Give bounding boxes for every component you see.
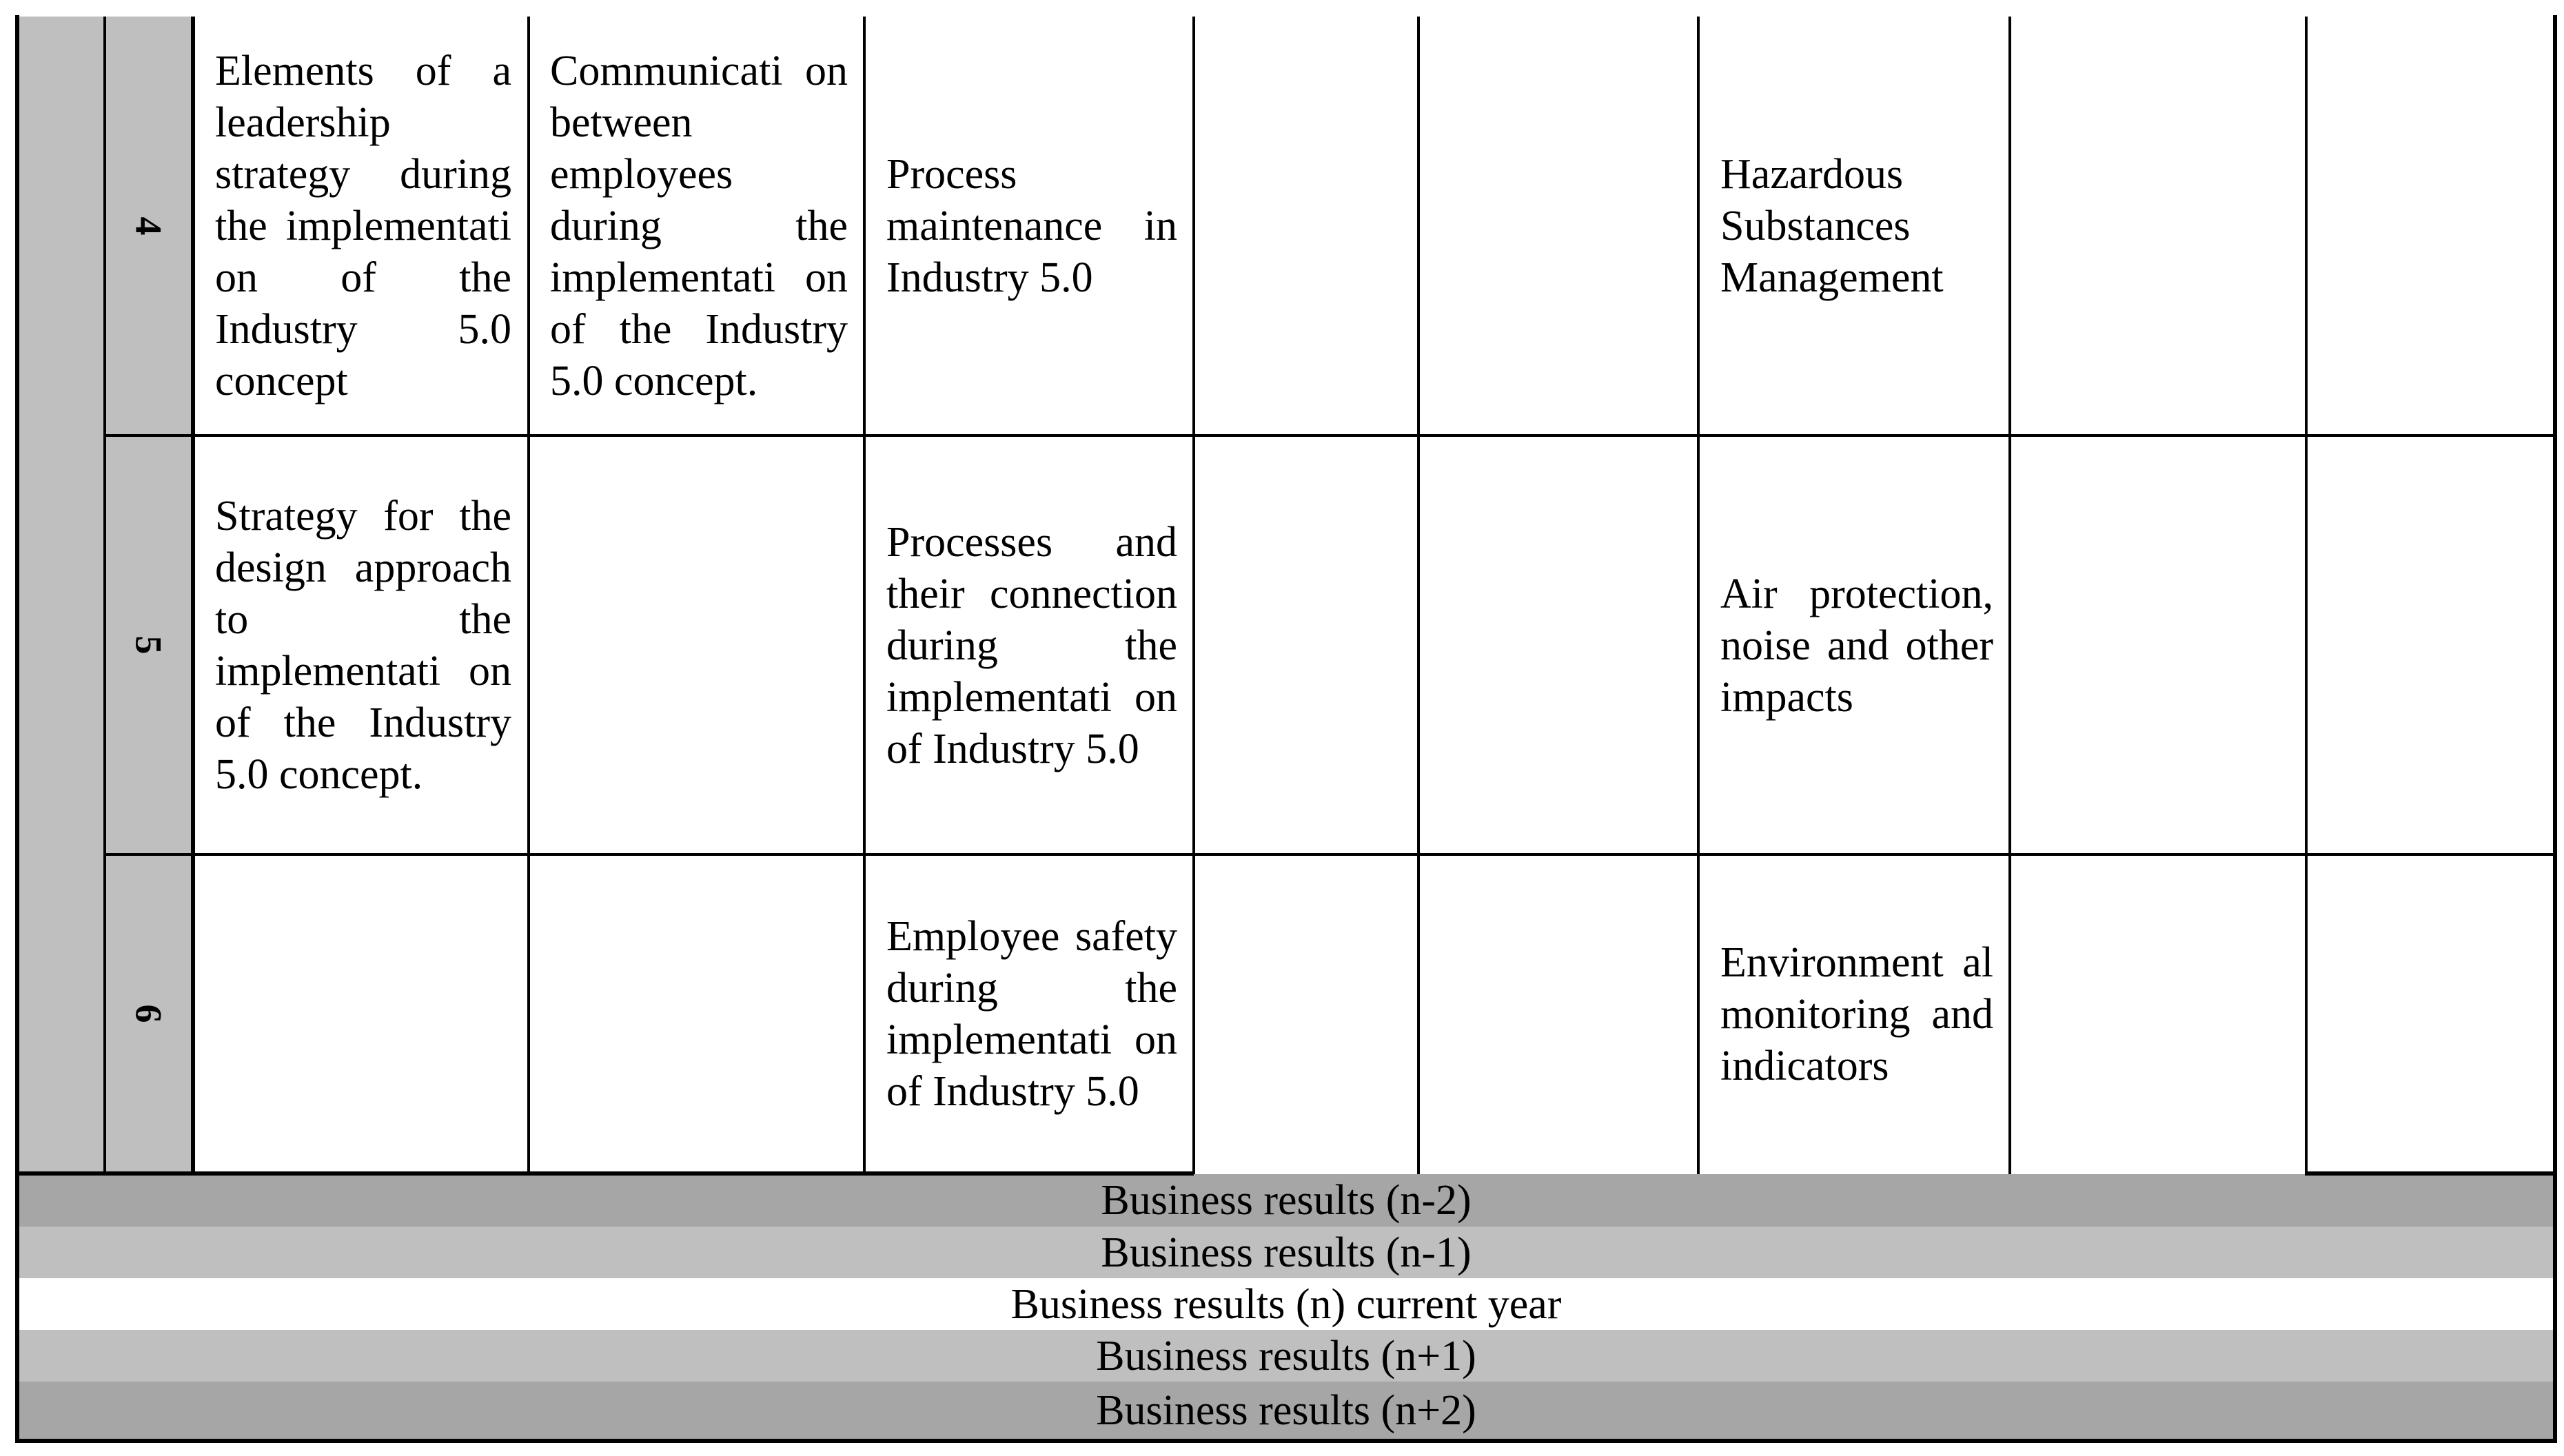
table-border — [1417, 17, 1420, 1174]
table-cell: Processes and their connection during the implementati on of Industry 5.0 — [886, 518, 1177, 772]
table-cell: Process maintenance in Industry 5.0 — [886, 150, 1177, 301]
table-border — [15, 15, 19, 1442]
table-cell: Air protection, noise and other impacts — [1720, 570, 1993, 721]
row-number-cell — [105, 17, 192, 435]
table-cell — [529, 437, 864, 854]
table-cell: Employee safety during the implementati on of Industry 5.0 — [886, 913, 1177, 1115]
table-border — [863, 17, 866, 1174]
business-results-band: Business results (n) current year — [17, 1278, 2556, 1330]
business-results-band: Business results (n+2) — [17, 1382, 2556, 1439]
row-number: 4 — [128, 216, 170, 236]
table-border — [2008, 17, 2011, 1174]
table-border — [103, 17, 106, 1174]
table-cell — [194, 856, 528, 1173]
table-border — [2553, 15, 2557, 1442]
table-border — [1697, 17, 1700, 1174]
table-cell: Hazardous Substances Management — [1720, 150, 1944, 301]
row-number-cell — [105, 854, 192, 1173]
table-border — [527, 17, 530, 1174]
table-border — [191, 17, 195, 1174]
row-number: 5 — [128, 635, 170, 655]
table-cell: Environment al monitoring and indicators — [1720, 939, 1993, 1089]
table-cell: Strategy for the design approach to the implementati on of the Industry 5.0 concept. — [215, 493, 511, 798]
table-border — [105, 853, 2556, 856]
row-number-cell — [105, 435, 192, 854]
table-border — [2305, 17, 2308, 1174]
row-number: 6 — [128, 1004, 170, 1023]
table-border — [2305, 1171, 2557, 1176]
table-cell — [529, 856, 864, 1173]
table-cell: Elements of a leadership strategy during the implementati on of the Industry 5.0 concept — [215, 47, 511, 404]
table-cell: Communicati on between employees during the implementati on of the Industry 5.0 concept. — [550, 47, 848, 404]
business-results-band: Business results (n-2) — [17, 1174, 2556, 1227]
table-border — [15, 1439, 2557, 1443]
side-header-column — [17, 17, 105, 1173]
business-results-band: Business results (n-1) — [17, 1227, 2556, 1278]
table-border — [105, 434, 2556, 437]
table-border — [1192, 17, 1195, 1174]
table-border — [15, 1171, 1194, 1176]
business-results-band: Business results (n+1) — [17, 1330, 2556, 1382]
